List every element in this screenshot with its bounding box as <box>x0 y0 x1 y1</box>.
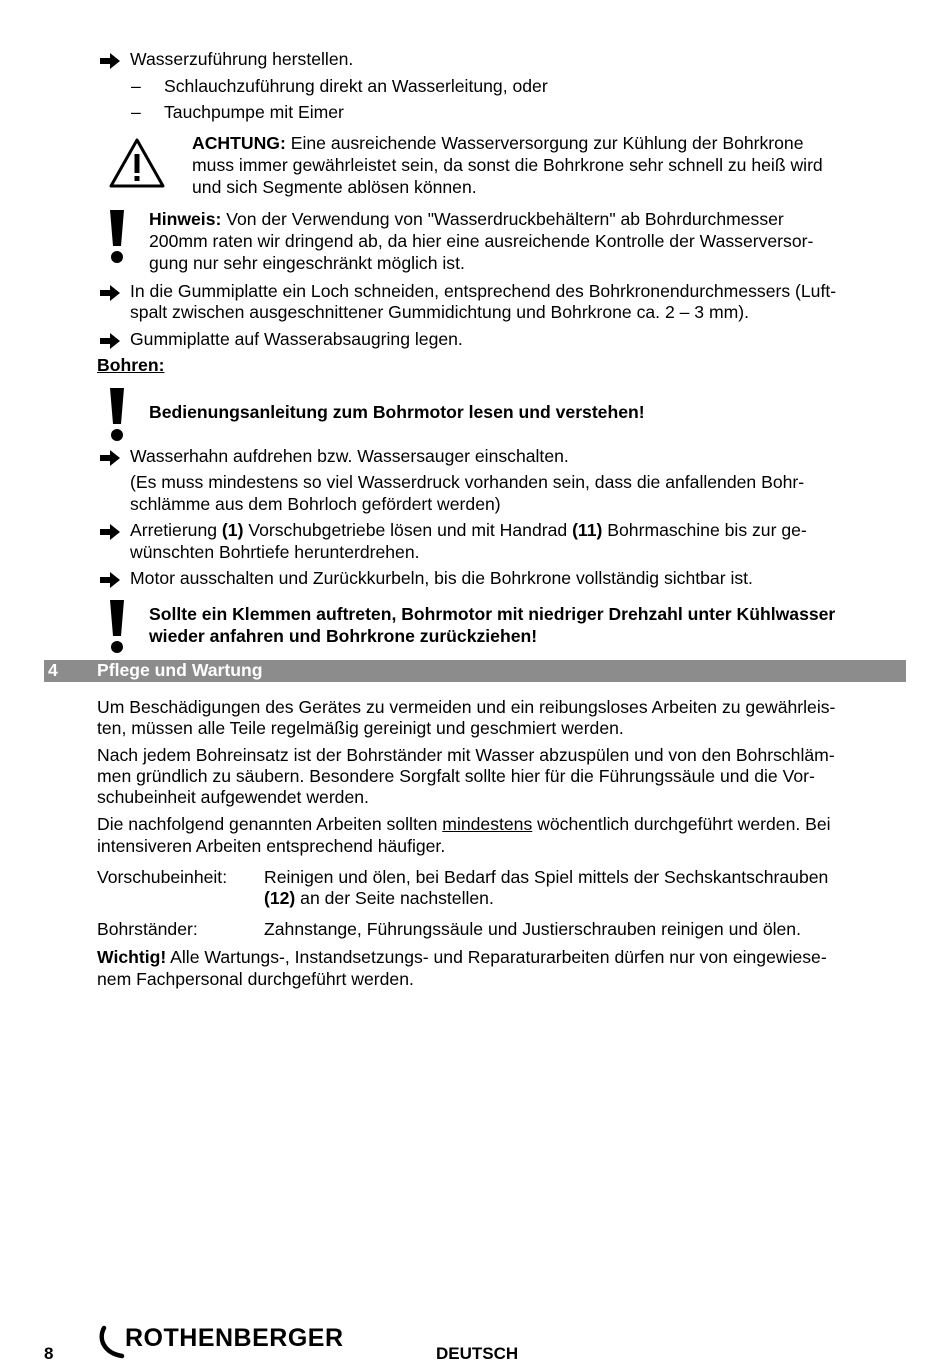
exclamation-icon <box>107 386 127 442</box>
important-line-1: Wichtig! Alle Wartungs-, Instandsetzungs- und Reparaturarbeiten dürfen nur von eingewiese- <box>97 947 827 967</box>
stand-desc: Zahnstange, Führungssäule und Justierschrauben reinigen und ölen. <box>264 919 801 939</box>
step-motor-off: Motor ausschalten und Zurückkurbeln, bis die Bohrkrone vollständig sichtbar ist. <box>130 568 753 588</box>
arrow-bullet-icon <box>98 331 122 351</box>
drilling-note: Bedienungsanleitung zum Bohrmotor lesen und verstehen! <box>149 402 645 422</box>
note-line-1: Hinweis: Von der Verwendung von "Wasserdruckbehältern" ab Bohrdurchmesser <box>149 209 784 229</box>
section-header <box>44 660 906 682</box>
warning-line-3: und sich Segmente ablösen können. <box>192 177 477 197</box>
feed-unit-desc-2: (12) an der Seite nachstellen. <box>264 888 494 908</box>
step-cut-hole-line-1: In die Gummiplatte ein Loch schneiden, entsprechend des Bohrkronendurchmessers (Luft- <box>130 281 837 301</box>
para3-line-1: Die nachfolgend genannten Arbeiten sollten mindestens wöchentlich durchgeführt werden. Bei <box>97 814 831 834</box>
arrow-bullet-icon <box>98 448 122 468</box>
section-number: 4 <box>48 660 58 680</box>
arrow-bullet-icon <box>98 51 122 71</box>
feed-unit-desc-1: Reinigen und ölen, bei Bedarf das Spiel mittels der Sechskantschrauben <box>264 867 829 887</box>
note-line-3: gung nur sehr eingeschränkt möglich ist. <box>149 253 465 273</box>
note-line-2: 200mm raten wir dringend ab, da hier eine ausreichende Kontrolle der Wasserversor- <box>149 231 814 251</box>
dash-marker: – <box>131 76 141 96</box>
important-label: Wichtig! <box>97 947 167 967</box>
para2-line-3: schubeinheit aufgewendet werden. <box>97 787 369 807</box>
feed-unit-term: Vorschubeinheit: <box>97 867 228 887</box>
step-water-tap-note-2: schlämme aus dem Bohrloch gefördert werden) <box>130 494 501 514</box>
step-water-tap: Wasserhahn aufdrehen bzw. Wassersauger einschalten. <box>130 446 569 466</box>
para1-line-1: Um Beschädigungen des Gerätes zu vermeiden und ein reibungsloses Arbeiten zu gewährleis- <box>97 697 836 717</box>
stand-term: Bohrständer: <box>97 919 198 939</box>
page-number: 8 <box>44 1344 54 1363</box>
exclamation-icon <box>107 208 127 264</box>
jam-warning-line-2: wieder anfahren und Bohrkrone zurückziehen! <box>149 626 538 646</box>
step-lock-line-2: wünschten Bohrtiefe herunterdrehen. <box>130 542 420 562</box>
dash-marker: – <box>131 102 141 122</box>
warning-line-1: ACHTUNG: Eine ausreichende Wasserversorgung zur Kühlung der Bohrkrone <box>192 133 804 153</box>
para2-line-2: men gründlich zu säubern. Besondere Sorgfalt sollte hier für die Führungssäule und die Vor- <box>97 766 815 786</box>
step-lock-line-1: Arretierung (1) Vorschubgetriebe lösen und mit Handrad (11) Bohrmaschine bis zur ge- <box>130 520 807 540</box>
arrow-bullet-icon <box>98 283 122 303</box>
jam-warning-line-1: Sollte ein Klemmen auftreten, Bohrmotor mit niedriger Drehzahl unter Kühlwasser <box>149 604 836 624</box>
step-cut-hole-line-2: spalt zwischen ausgeschnittener Gummidichtung und Bohrkrone ca. 2 – 3 mm). <box>130 302 750 322</box>
para2-line-1: Nach jedem Bohreinsatz ist der Bohrständer mit Wasser abzuspülen und von den Bohrschläm- <box>97 745 835 765</box>
substep-hose: Schlauchzuführung direkt an Wasserleitung, oder <box>164 76 548 96</box>
step-water-supply: Wasserzuführung herstellen. <box>130 49 354 69</box>
section-title: Pflege und Wartung <box>97 660 263 680</box>
para1-line-2: ten, müssen alle Teile regelmäßig gereinigt und geschmiert werden. <box>97 718 624 738</box>
warning-line-2: muss immer gewährleistet sein, da sonst die Bohrkrone sehr schnell zu heiß wird <box>192 155 823 175</box>
step-water-tap-note-1: (Es muss mindestens so viel Wasserdruck vorhanden sein, dass die anfallenden Bohr- <box>130 472 805 492</box>
para3-line-2: intensiveren Arbeiten entsprechend häufiger. <box>97 836 446 856</box>
important-line-2: nem Fachpersonal durchgeführt werden. <box>97 969 414 989</box>
step-rubber-plate: Gummiplatte auf Wasserabsaugring legen. <box>130 329 463 349</box>
exclamation-icon <box>107 598 127 654</box>
substep-pump: Tauchpumpe mit Eimer <box>164 102 344 122</box>
arrow-bullet-icon <box>98 570 122 590</box>
warning-triangle-icon <box>108 137 166 189</box>
warning-label: ACHTUNG: <box>192 133 286 153</box>
drilling-heading: Bohren: <box>97 355 165 375</box>
note-label: Hinweis: <box>149 209 222 229</box>
language-label: DEUTSCH <box>436 1344 519 1363</box>
arrow-bullet-icon <box>98 522 122 542</box>
brand-name: ROTHENBERGER <box>125 1324 344 1352</box>
